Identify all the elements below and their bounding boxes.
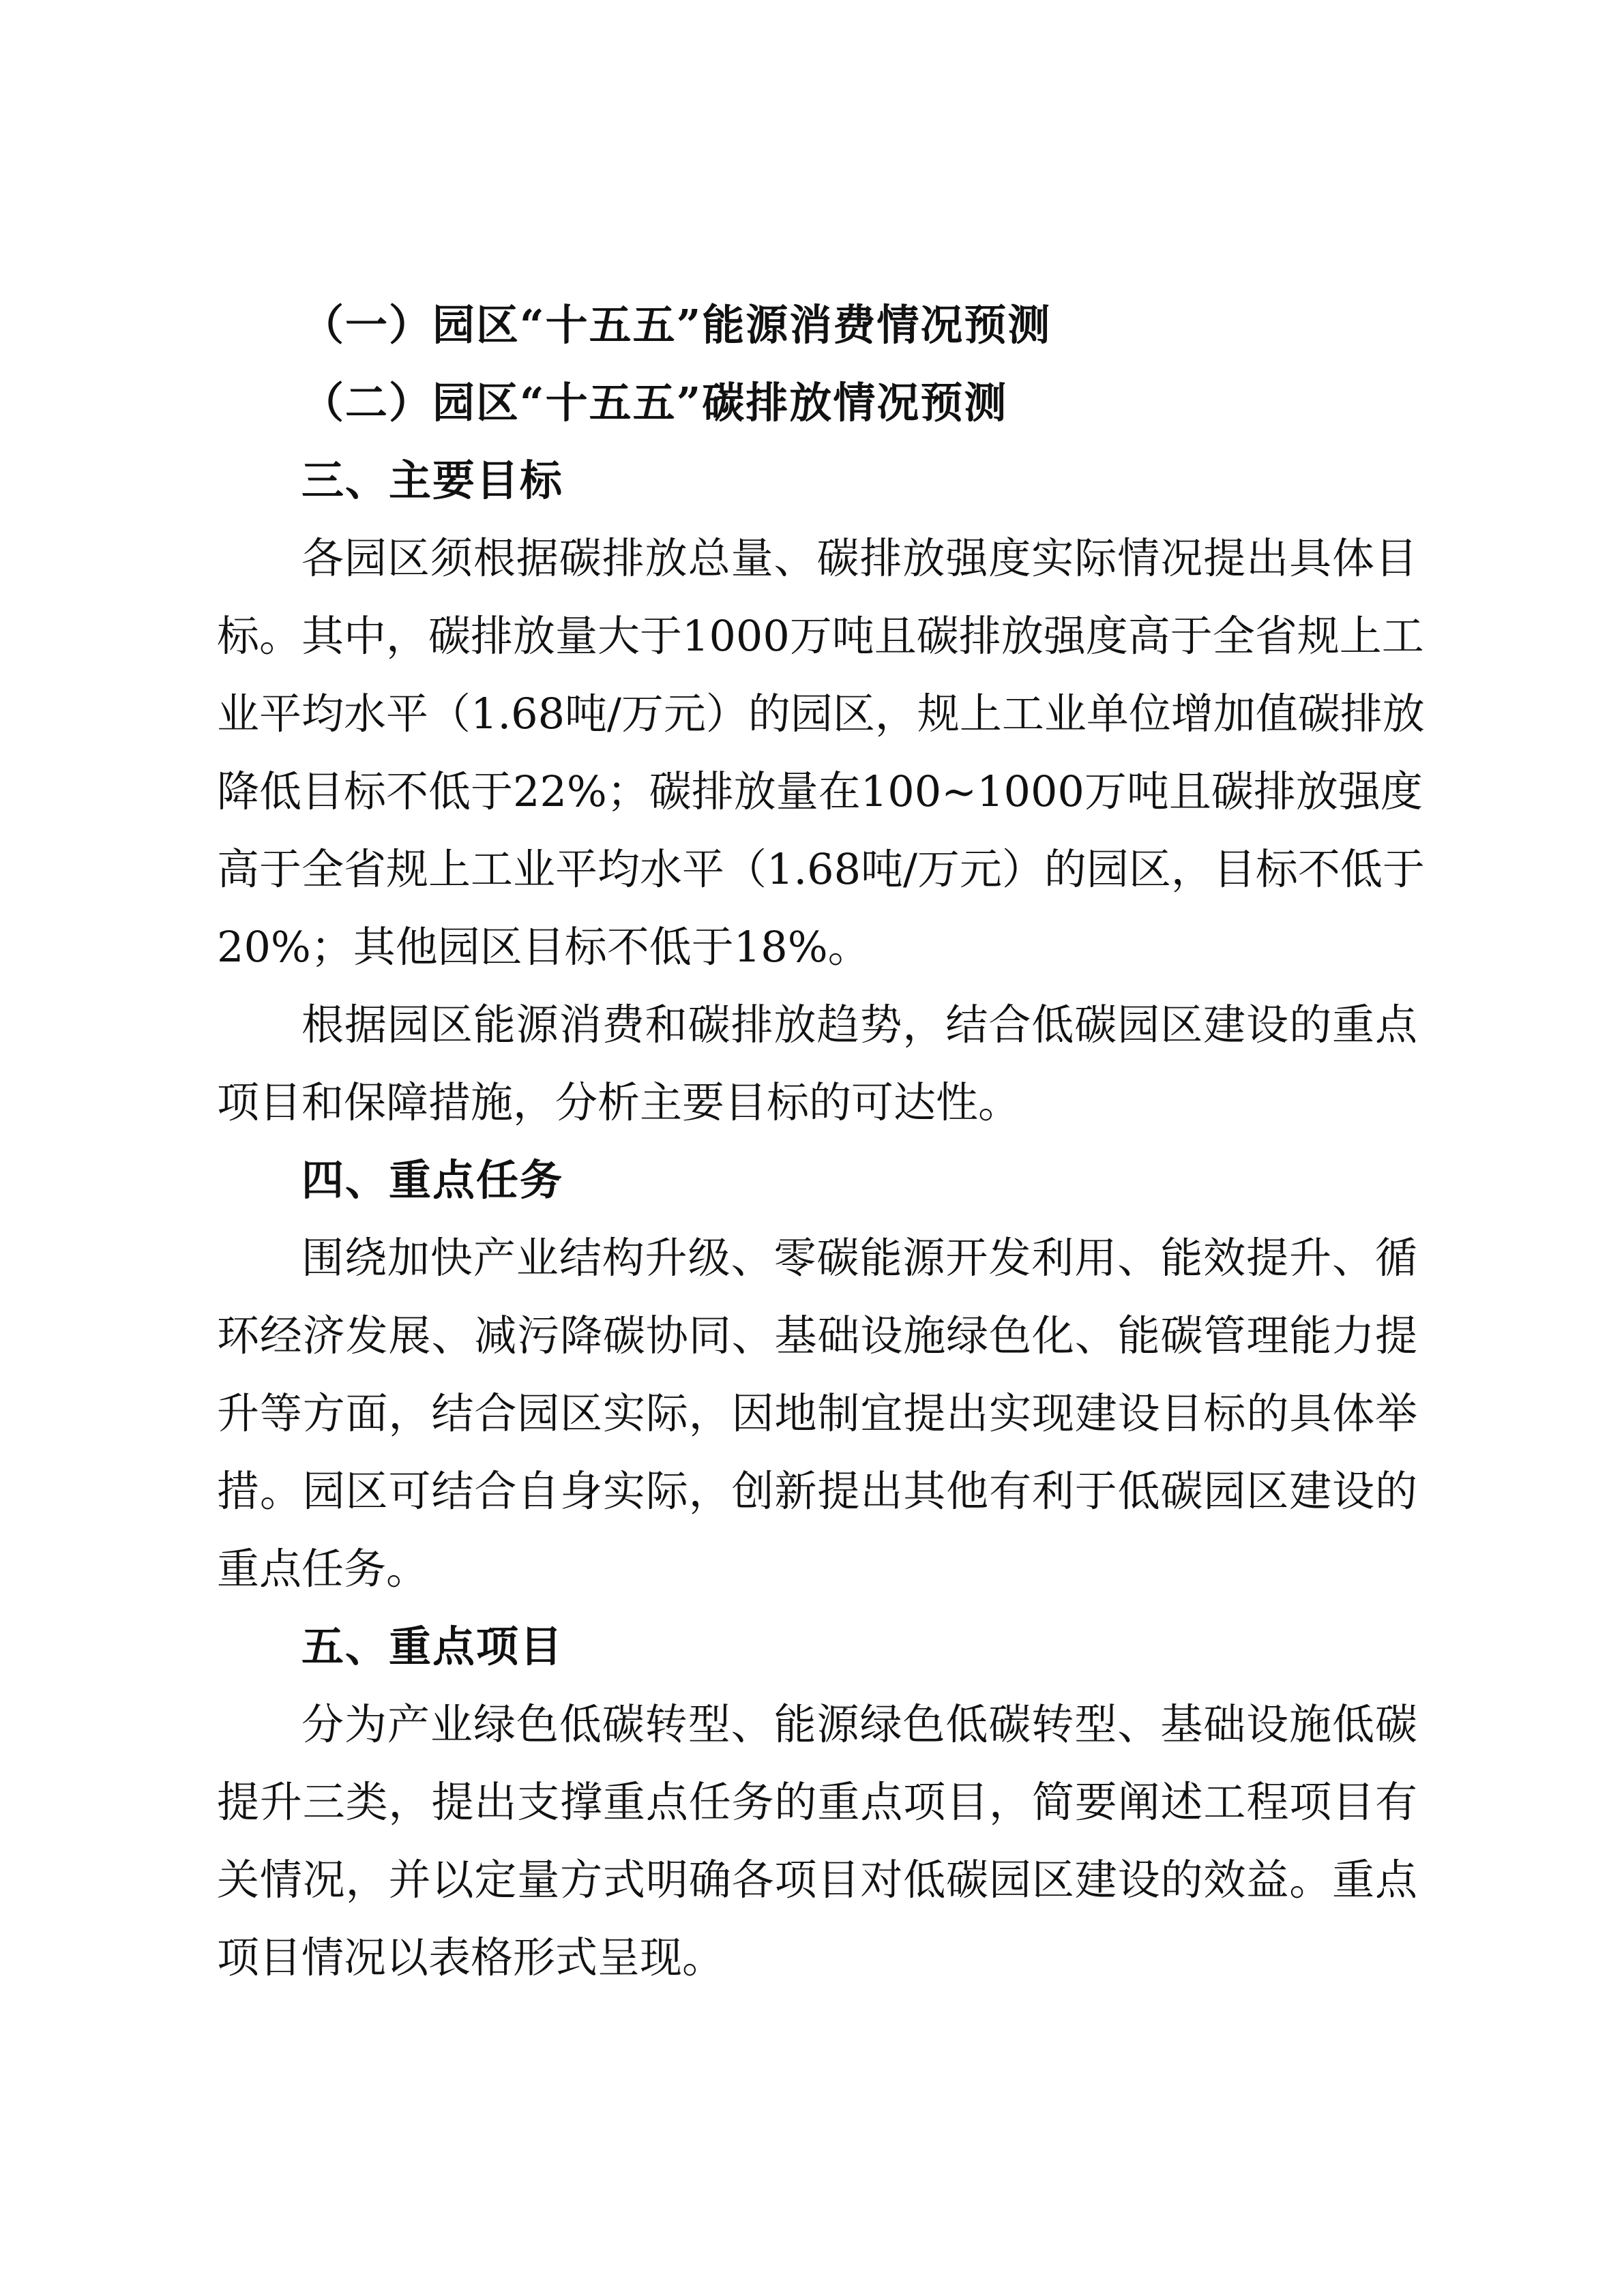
paragraph-line: 分为产业绿色低碳转型、能源绿色低碳转型、基础设施低碳 [301,1699,1417,1749]
document-page [217,286,1425,1997]
paragraph-line: 措。园区可结合自身实际，创新提出其他有利于低碳园区建设的 [217,1466,1417,1516]
paragraph-goal-feasibility [217,986,1417,1142]
paragraph-line: 围绕加快产业结构升级、零碳能源开发利用、能效提升、循 [301,1233,1417,1283]
paragraph-line: 各园区须根据碳排放总量、碳排放强度实际情况提出具体目 [301,533,1417,583]
paragraph-line: 业平均水平（1.68吨/万元）的园区，规上工业单位增加值碳排放 [217,689,1425,739]
paragraph-line: 20%；其他园区目标不低于18%。 [217,922,870,972]
paragraph-line: 标。其中，碳排放量大于1000万吨且碳排放强度高于全省规上工 [217,611,1424,661]
section-heading-main-goals: 三、主要目标 [301,456,564,505]
paragraph-line: 根据园区能源消费和碳排放趋势，结合低碳园区建设的重点 [301,1000,1417,1049]
paragraph-line: 重点任务。 [217,1544,429,1594]
paragraph-line: 高于全省规上工业平均水平（1.68吨/万元）的园区，目标不低于 [217,844,1425,894]
paragraph-line: 提升三类，提出支撑重点任务的重点项目，简要阐述工程项目有 [217,1777,1417,1827]
paragraph-line: 环经济发展、减污降碳协同、基础设施绿色化、能碳管理能力提 [217,1311,1417,1360]
paragraph-line: 降低目标不低于22%；碳排放量在100~1000万吨且碳排放强度 [217,766,1423,816]
paragraph-line: 项目和保障措施，分析主要目标的可达性。 [217,1077,1021,1127]
paragraph-line: 关情况，并以定量方式明确各项目对低碳园区建设的效益。重点 [217,1855,1417,1905]
section-heading-key-tasks: 四、重点任务 [301,1155,564,1205]
paragraph-line: 项目情况以表格形式呈现。 [217,1933,725,1982]
paragraph-main-goals [217,520,1425,986]
paragraph-line: 升等方面，结合园区实际，因地制宜提出实现建设目标的具体举 [217,1388,1417,1438]
paragraph-key-projects [217,1686,1417,1997]
paragraph-key-tasks [217,1219,1417,1608]
subheading-energy-forecast: （一）园区“十五五”能源消费情况预测 [301,300,1052,350]
subheading-carbon-forecast: （二）园区“十五五”碳排放情况预测 [301,378,1008,428]
section-heading-key-projects: 五、重点项目 [301,1622,564,1671]
